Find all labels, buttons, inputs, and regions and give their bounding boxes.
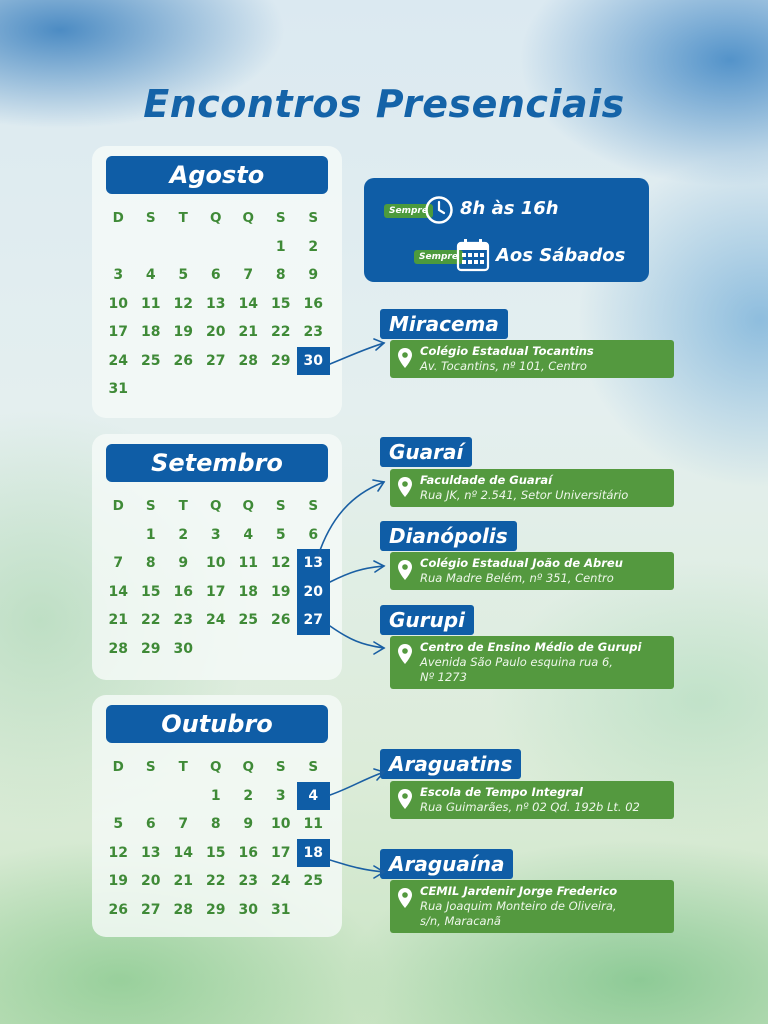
calendar-day: 14 (108, 583, 128, 600)
calendar-day: 8 (275, 267, 286, 284)
calendar-day: 5 (275, 526, 286, 543)
calendar-day-highlighted: 4 (297, 782, 330, 811)
calendar-day: 2 (308, 238, 319, 255)
venue-name: CEMIL Jardenir Jorge Frederico (420, 884, 618, 898)
calendar-day: 22 (206, 873, 226, 890)
location-card (390, 469, 674, 507)
venue-name: Escola de Tempo Integral (420, 785, 583, 799)
calendar-day: 26 (108, 901, 128, 918)
map-pin-icon (398, 888, 412, 912)
calendar-day: 9 (243, 816, 254, 833)
calendar-day: 1 (145, 526, 156, 543)
calendar-day: 1 (210, 787, 221, 804)
calendar-empty-cell (102, 521, 135, 550)
weekday-header: S (145, 210, 156, 227)
weekday-header: Q (242, 759, 254, 776)
always-tag: Sempre (414, 250, 463, 264)
calendar-day: 25 (303, 873, 323, 890)
schedule-time: 8h às 16h (460, 198, 559, 219)
calendar-day: 5 (113, 816, 124, 833)
calendar-day: 22 (141, 612, 161, 629)
calendar-day: 7 (113, 555, 124, 572)
calendar-day-highlighted: 20 (297, 578, 330, 607)
calendar-day: 3 (113, 267, 124, 284)
map-pin-icon (398, 348, 412, 372)
map-pin-icon (398, 477, 412, 501)
calendar-day: 29 (271, 352, 291, 369)
weekday-header: Q (210, 498, 222, 515)
month-title: Setembro (106, 444, 328, 482)
arrow-icon (374, 642, 384, 654)
schedule-days: Aos Sábados (496, 245, 626, 266)
calendar-day: 10 (206, 555, 226, 572)
map-pin-icon (398, 560, 412, 584)
weekday-header: S (308, 759, 319, 776)
calendar-day: 4 (243, 526, 254, 543)
weekday-header: T (178, 759, 188, 776)
calendar-day: 10 (271, 816, 291, 833)
calendar-day: 15 (271, 295, 291, 312)
weekday-header: S (275, 498, 286, 515)
calendar-day: 13 (206, 295, 226, 312)
calendar-day: 21 (173, 873, 193, 890)
calendar-outubro (92, 695, 342, 937)
calendar-day: 30 (173, 640, 193, 657)
calendar-grid (102, 753, 330, 924)
calendar-day: 2 (178, 526, 189, 543)
calendar-day: 26 (173, 352, 193, 369)
calendar-day-highlighted: 18 (297, 839, 330, 868)
weekday-header: D (112, 759, 124, 776)
calendar-empty-cell (297, 896, 330, 925)
calendar-day: 28 (173, 901, 193, 918)
always-tag: Sempre (384, 204, 433, 218)
city-label: Miracema (380, 309, 508, 339)
calendar-day: 6 (308, 526, 319, 543)
calendar-day: 16 (173, 583, 193, 600)
calendar-day: 25 (141, 352, 161, 369)
calendar-day: 11 (303, 816, 323, 833)
calendar-day: 12 (271, 555, 291, 572)
calendar-empty-cell (167, 375, 200, 404)
calendar-day: 16 (303, 295, 323, 312)
calendar-day: 19 (173, 324, 193, 341)
map-pin-icon (398, 789, 412, 813)
calendar-grid (102, 492, 330, 663)
venue-name: Colégio Estadual João de Abreu (420, 556, 623, 570)
weekday-header: T (178, 498, 188, 515)
weekday-header: Q (210, 210, 222, 227)
weekday-header: Q (210, 759, 222, 776)
venue-address: Avenida São Paulo esquina rua 6, (420, 655, 613, 669)
venue-name: Colégio Estadual Tocantins (420, 344, 594, 358)
calendar-day: 12 (173, 295, 193, 312)
calendar-empty-cell (297, 635, 330, 664)
calendar-empty-cell (232, 375, 265, 404)
calendar-day: 31 (271, 901, 291, 918)
weekday-header: S (308, 498, 319, 515)
weekday-header: Q (242, 498, 254, 515)
calendar-day: 4 (145, 267, 156, 284)
calendar-day: 11 (238, 555, 258, 572)
calendar-day: 23 (173, 612, 193, 629)
calendar-day: 30 (238, 901, 258, 918)
calendar-empty-cell (135, 782, 168, 811)
calendar-day: 2 (243, 787, 254, 804)
location-card (390, 340, 674, 378)
calendar-day: 18 (141, 324, 161, 341)
location-card (390, 636, 674, 689)
location-card (390, 552, 674, 590)
venue-address: s/n, Maracanã (420, 914, 501, 928)
map-pin-icon (398, 644, 412, 668)
calendar-day: 20 (206, 324, 226, 341)
calendar-empty-cell (297, 375, 330, 404)
calendar-day-highlighted: 27 (297, 606, 330, 635)
calendar-empty-cell (102, 782, 135, 811)
arrow-icon (374, 561, 384, 572)
clock-icon (424, 195, 454, 229)
venue-address: Nº 1273 (420, 670, 467, 684)
calendar-empty-cell (200, 635, 233, 664)
venue-address: Rua Joaquim Monteiro de Oliveira, (420, 899, 617, 913)
calendar-day: 9 (178, 555, 189, 572)
city-label: Guaraí (380, 437, 472, 467)
calendar-day: 7 (178, 816, 189, 833)
calendar-day: 3 (275, 787, 286, 804)
calendar-day-highlighted: 30 (297, 347, 330, 376)
calendar-day: 9 (308, 267, 319, 284)
calendar-day: 15 (206, 844, 226, 861)
calendar-setembro (92, 434, 342, 680)
calendar-day: 28 (108, 640, 128, 657)
calendar-icon (456, 238, 490, 276)
venue-address: Rua JK, nº 2.541, Setor Universitário (420, 488, 629, 502)
city-label: Dianópolis (380, 521, 517, 551)
calendar-empty-cell (135, 375, 168, 404)
calendar-day: 14 (173, 844, 193, 861)
calendar-day: 19 (108, 873, 128, 890)
calendar-day: 29 (141, 640, 161, 657)
calendar-day: 17 (108, 324, 128, 341)
calendar-day: 17 (206, 583, 226, 600)
weekday-header: D (112, 498, 124, 515)
calendar-day: 11 (141, 295, 161, 312)
venue-address: Rua Guimarães, nº 02 Qd. 192b Lt. 02 (420, 800, 640, 814)
calendar-empty-cell (265, 635, 298, 664)
calendar-day: 31 (108, 381, 128, 398)
calendar-day: 13 (141, 844, 161, 861)
arrow-icon (373, 480, 384, 491)
calendar-day: 21 (108, 612, 128, 629)
weekday-header: S (275, 759, 286, 776)
calendar-empty-cell (232, 635, 265, 664)
calendar-day: 19 (271, 583, 291, 600)
calendar-day: 28 (238, 352, 258, 369)
calendar-empty-cell (232, 233, 265, 262)
venue-name: Faculdade de Guaraí (420, 473, 553, 487)
weekday-header: S (145, 759, 156, 776)
calendar-day: 29 (206, 901, 226, 918)
calendar-day: 24 (271, 873, 291, 890)
schedule-box (364, 178, 649, 282)
weekday-header: Q (242, 210, 254, 227)
calendar-day: 25 (238, 612, 258, 629)
calendar-empty-cell (135, 233, 168, 262)
calendar-empty-cell (200, 233, 233, 262)
venue-name: Centro de Ensino Médio de Gurupi (420, 640, 642, 654)
calendar-day: 12 (108, 844, 128, 861)
venue-address: Rua Madre Belém, nº 351, Centro (420, 571, 614, 585)
calendar-day: 1 (275, 238, 286, 255)
calendar-day: 6 (145, 816, 156, 833)
city-label: Araguatins (380, 749, 521, 779)
calendar-day: 18 (238, 583, 258, 600)
calendar-day: 5 (178, 267, 189, 284)
arrow-icon (374, 339, 384, 350)
venue-address: Av. Tocantins, nº 101, Centro (420, 359, 587, 373)
calendar-grid (102, 204, 330, 404)
calendar-agosto (92, 146, 342, 418)
calendar-day: 20 (141, 873, 161, 890)
calendar-day: 26 (271, 612, 291, 629)
weekday-header: S (145, 498, 156, 515)
calendar-day: 17 (271, 844, 291, 861)
calendar-day: 8 (145, 555, 156, 572)
month-title: Outubro (106, 705, 328, 743)
month-title: Agosto (106, 156, 328, 194)
calendar-day: 21 (238, 324, 258, 341)
calendar-day: 8 (210, 816, 221, 833)
city-label: Gurupi (380, 605, 474, 635)
weekday-header: D (112, 210, 124, 227)
calendar-day-highlighted: 13 (297, 549, 330, 578)
calendar-day: 23 (238, 873, 258, 890)
location-card (390, 781, 674, 819)
calendar-day: 22 (271, 324, 291, 341)
calendar-day: 27 (141, 901, 161, 918)
location-card (390, 880, 674, 933)
city-label: Araguaína (380, 849, 513, 879)
calendar-day: 24 (108, 352, 128, 369)
weekday-header: S (308, 210, 319, 227)
weekday-header: S (275, 210, 286, 227)
calendar-day: 16 (238, 844, 258, 861)
calendar-day: 14 (238, 295, 258, 312)
weekday-header: T (178, 210, 188, 227)
calendar-day: 27 (206, 352, 226, 369)
calendar-day: 7 (243, 267, 254, 284)
calendar-day: 15 (141, 583, 161, 600)
calendar-day: 23 (303, 324, 323, 341)
calendar-day: 24 (206, 612, 226, 629)
calendar-day: 6 (210, 267, 221, 284)
calendar-empty-cell (200, 375, 233, 404)
calendar-day: 10 (108, 295, 128, 312)
calendar-empty-cell (167, 233, 200, 262)
page-title: Encontros Presenciais (143, 82, 625, 126)
calendar-empty-cell (167, 782, 200, 811)
calendar-empty-cell (265, 375, 298, 404)
calendar-empty-cell (102, 233, 135, 262)
calendar-day: 3 (210, 526, 221, 543)
